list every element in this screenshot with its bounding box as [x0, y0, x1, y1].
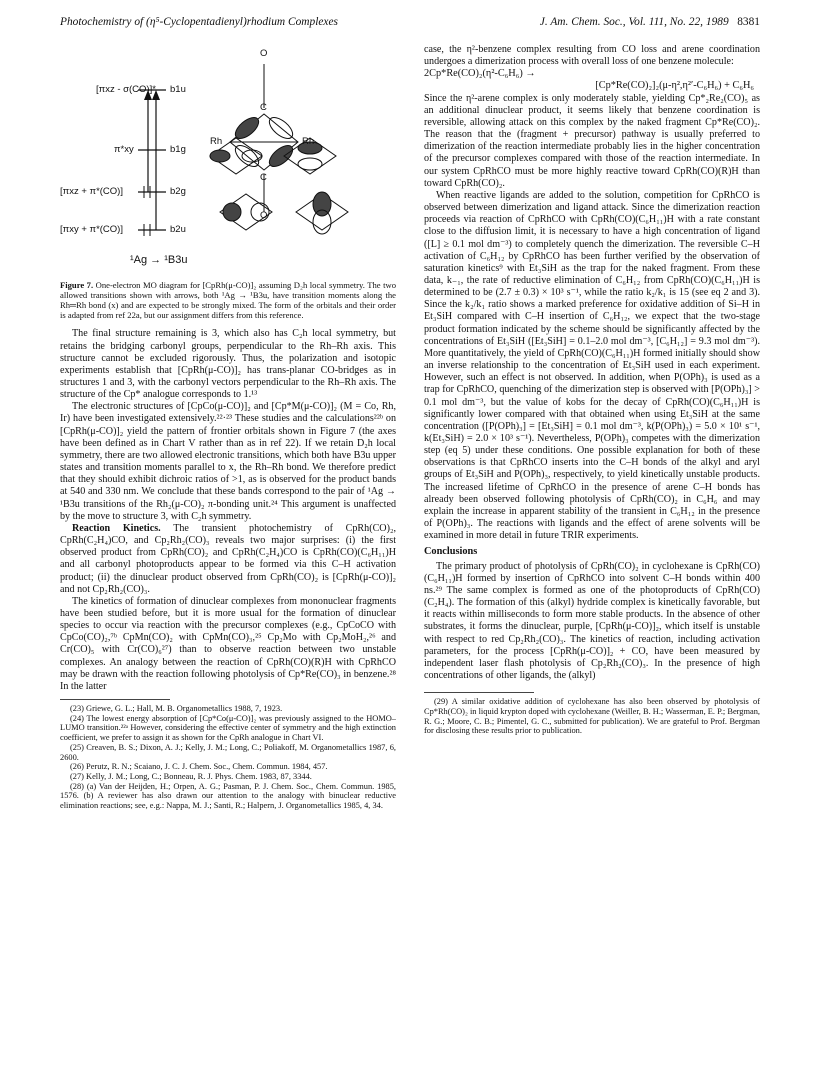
- rh-label-right: Rh: [302, 136, 315, 147]
- sym-label-b1g: b1g: [170, 144, 186, 155]
- footnotes-left: [60, 704, 396, 811]
- left-column: [60, 44, 396, 811]
- caption-label: Figure 7.: [60, 280, 94, 290]
- paragraph: The final structure remaining is 3, which also has C₂h local symmetry, but retains the bridging carbonyl groups, perpendicular to the Rh–Rh axis. This structure cannot be excluded rigorously. Thus, the polarization and isotopic experiments establish that [CpRh(μ-CO)]₂ has trans-planar CO-bridges as in structures 1 and 3, with the carbonyl vectors perpendicular to the Rh–Rh axis. The structure of the Cp* analogue corresponds to 1.¹³: [60, 328, 396, 401]
- footnote: (27) Kelly, J. M.; Long, C.; Bonneau, R. J. Phys. Chem. 1983, 87, 3344.: [70, 771, 312, 781]
- figure-caption: [60, 280, 396, 320]
- section-heading-conclusions: Conclusions: [424, 546, 478, 558]
- footnote: (23) Griewe, G. L.; Hall, M. B. Organometallics 1988, 7, 1923.: [70, 704, 283, 714]
- figure-7: [60, 44, 396, 276]
- level-label-b2g: [πxz + π*(CO)]: [60, 186, 123, 197]
- footnote: (29) A similar oxidative addition of cyclohexane has also been observed by photolysis of Cp*Rh(CO)₂ in liquid krypton doped with cyclohexane (Weiller, B. H.; Wasserman, E. P.; Bergman, R. G.; Moore, C. B.; Pimentel, G. C., submitted for publication). We are grateful to Prof. Bergman for disclosing these results prior to publication.: [424, 697, 760, 736]
- section-heading-kinetics: Reaction Kinetics.: [72, 522, 161, 534]
- footnote: (25) Creaven, B. S.; Dixon, A. J.; Kelly, J. M.; Long, C.; Poliakoff, M. Organometallics 1987, 6, 2600.: [60, 742, 396, 762]
- dimer-structure: [230, 64, 298, 212]
- sym-label-b1u: b1u: [170, 84, 186, 95]
- header-journal: [540, 16, 760, 28]
- caption-text: One-electron MO diagram for [CpRh(μ-CO)]₂ assuming D₂h local symmetry. The two allowed transitions shown with arrows, both ¹Ag → ¹B3u, have transition moments along the Rh═Rh bond (x) and are expected to be strongly mixed. The form of the orbitals and their order is adapted from ref 22a, but our assignment differs from this reference.: [60, 280, 397, 321]
- mo-diagram: [60, 44, 396, 276]
- c-label-top: C: [260, 102, 267, 113]
- equation-line-2: [Cp*Re(CO)₂]₂(μ-η²,η²′-C₆H₆) + C₆H₆: [595, 80, 754, 92]
- right-column: [424, 44, 760, 736]
- header-title: Photochemistry of (η⁵-Cyclopentadienyl)rhodium Complexes: [60, 16, 338, 28]
- paragraph: [60, 523, 396, 596]
- paragraph: Since the η²-arene complex is only moderately stable, yielding Cp*₂Re₂(CO)₅ as an additional dinuclear product, it seems likely that benzene coordination is reversible, allowing attack on this complex by the naked fragment Cp*Re(CO)₂. The reason that the (fragment + precursor) pathway is usually preferred to dimerization of the reaction intermediate probably lies in the higher concentration of the precursor complexes compared with those of the reaction intermediate. In our system CpRhCO must be more highly reactive toward CpRh(CO)(R)H than toward CpRh(CO)₂.: [424, 92, 760, 189]
- rh-label-left: Rh: [210, 136, 223, 147]
- paragraph: The electronic structures of [CpCo(μ-CO)]₂ and [Cp*M(μ-CO)]₂ (M = Co, Rh, Ir) have been investigated extensively.²²·²³ These studies and the calculations²²ᵇ on [CpRh(μ-CO)]₂ yield the pattern of frontier orbitals shown in Figure 7 (the axes have been defined as in Chart V rather than as in ref 22). If we retain D₂h local symmetry, there are two allowed electronic transitions, which both have B3u upper states and transition moments parallel to x, the Rh–Rh bond. We therefore predict that they should exhibit dichroic ratios of >1, as is observed for the product bands at 540 and 330 nm. We conclude that these bands correspond to the pair of ¹Ag → ¹B3u transitions of the Rh₂(μ-CO)₂ π-bonding unit.²⁴ This argument is unaffected by the move to structure 3, with C₂h symmetry.: [60, 401, 396, 522]
- equation-line-1: 2Cp*Re(CO)₂(η²-C₆H₆) →: [424, 68, 536, 80]
- footnote: (26) Perutz, R. N.; Scaiano, J. C. J. Chem. Soc., Chem. Commun. 1984, 457.: [70, 762, 328, 772]
- c-label-bottom: C: [260, 172, 267, 183]
- footnote-rule: [60, 699, 170, 700]
- journal-citation: J. Am. Chem. Soc., Vol. 111, No. 22, 1989: [539, 16, 729, 28]
- footnote: (24) The lowest energy absorption of [Cp*Co(μ-CO)]₂ was previously assigned to the HOMO–LUMO transition.²²ᵃ However, considering the effective center of symmetry and the high extinction coefficient, we prefer to assign it as shown for the CpRh analogue in Chart VI.: [60, 713, 396, 743]
- sym-label-b2u: b2u: [170, 224, 186, 235]
- level-label-b2u: [πxy + π*(CO)]: [60, 224, 123, 235]
- level-label-b1u: [πxz - σ(CO)]*: [96, 84, 156, 95]
- footnote: (28) (a) Van der Heijden, H.; Orpen, A. G.; Pasman, P. J. Chem. Soc., Chem. Commun. 1985, 1576. (b) A reviewer has also drawn our attention to the analogy with binuclear reductive elimination reactions; see, e.g.: Nappa, M. J.; Santi, R.; Halpern, J. Organometallics 1985, 4, 34.: [60, 781, 396, 811]
- footnote-rule: [424, 692, 534, 693]
- sym-label-b2g: b2g: [170, 186, 186, 197]
- level-label-b1g: π*xy: [114, 144, 134, 155]
- electron-pairs: [144, 186, 150, 236]
- paragraph: The primary product of photolysis of CpRh(CO)₂ in cyclohexane is CpRh(CO)(C₆H₁₁)H formed by insertion of CpRhCO into solvent C–H bonds within 400 ns.²⁹ The same complex is formed as one of the photoproducts of CpRh(CO)(C₂H₄). The formation of this (alkyl) hydride complex is kinetically favorable, but it reacts within milliseconds to form more stable products. In the absence of other substrates, it forms the dinuclear, purple, [CpRh(μ-CO)]₂, which itself is unstable with respect to red Cp₂Rh₂(CO)₃. The kinetics of reaction, including activation parameters, for the process [CpRh(μ-CO)]₂ + CO, have been measured by independent laser flash photolysis of Cp₂Rh₂(CO)₃. In the presence of high concentrations of other ligands, the (alkyl): [424, 560, 760, 681]
- paragraph: When reactive ligands are added to the solution, competition for CpRhCO is observed between dimerization and ligand attack. Since the dimerization reaction proceeds via reaction of CpRhCO with CpRh(CO)(C₆H₁₁)H with a rate constant close to the diffusion limit, it is necessary to have a high concentration of ligand ([L] ≥ 0.1 mol dm⁻³) to completely quench the dimerization. The reversible C–H activation of C₆H₁₂ by CpRhCO has been further verified by the observation of saturation kinetics⁹ with Et₃SiH as the trap for the naked fragment. From these data, k₋₁, the rate of reductive elimination of C₆H₁₂ from CpRh(CO)(C₆H₁₁)H is determined to be (2.7 ± 0.3) × 10³ s⁻¹, while the ratio k₂/k₁ is 15 (see eq 2 and 3). Since the k₂/k₁ ratio shows a marked preference for oxidative addition of Si–H in Et₃SiH compared with C–H insertion of C₆H₁₂, we expect that the two-stage product formation indicated by the scheme should be significantly affected by the concentrations of Et₃SiH ([Et₃SiH] = 0.1–2.0 mol dm⁻³, [C₆H₁₂] = 9.3 mol dm⁻³). More quantitatively, the yield of CpRh(CO)(C₆H₁₁)H formed initially should show an inverse relationship to the concentration of Et₃SiH used in each experiment. However, such an effect is not observed. In addition, when P(OPh)₃ is used as a trap for CpRhCO, quenching of the dimerization step is observed with [P(OPh)₃] > 0.1 mol dm⁻³, but the value of kobs for the decay of CpRh(CO)(C₆H₁₁)H is significantly lower compared with that obtained when using Et₃SiH at the same concentration ([P(OPh)₃] = [Et₃SiH] = 0.1 mol dm⁻³, k(P(OPh)₃) = 5.0 × 10¹ s⁻¹, k(Et₃SiH) = 2.0 × 10³ s⁻¹). Nevertheless, P(OPh)₃ competes with the dimerization step (eq 5) under these conditions. One possible explanation for both of these observations is that CpRhCO inserts into the C–H bonds of the alkyl and aryl groups of Et₃SiH and P(OPh)₃, respectively, to yield kinetically unstable products. The increased lifetime of CpRhCO in the presence of arene C–H bonds has already been observed following photolysis of CpRh(CO)₂ in C₆H₆ and may explain the increase in apparent stability of the transient in C₆H₁₂ in the presence of P(OPh)₃. The reactions with ligands and the effect of arene solvents will be examined in more detail in future TRIR experiments.: [424, 189, 760, 542]
- o-label-bottom: O: [260, 210, 268, 221]
- page-number: 8381: [737, 16, 760, 28]
- transition-label: ¹Ag → ¹B3u: [130, 254, 188, 266]
- o-label-top: O: [260, 48, 268, 59]
- paragraph: The kinetics of formation of dinuclear complexes from mononuclear fragments have been studied before, but it is more usual for the formation of dinuclear species to occur via reaction with the precursor complexes (e.g., CpCoCO with CpCo(CO)₂,⁷ᵇ CpMn(CO)₂ with CpMn(CO)₃,²⁵ Cp₂Mo with Cp₂MoH₂,²⁶ and Cr(CO)₅ with Cr(CO)₆²⁷) than to observe reaction between two unstable complexes. An analogy between the reaction of CpRh(CO)(R)H with CpRhCO may be drawn with the reaction following photolysis of Cp*Re(CO)₃ in benzene.²⁸ In the latter: [60, 595, 396, 692]
- footnotes-right: [424, 697, 760, 736]
- kinetics-text: The transient photochemistry of CpRh(CO)₂, CpRh(C₂H₄)CO, and Cp₂Rh₂(CO)₃ reveals two major surprises: (i) the first observed product from CpRh(CO)₂ and CpRh(C₂H₄)CO is CpRh(CO)(C₆H₁₁)H and all carbonyl photoproducts appear to be formed via this C–H activation product; (ii) the dinuclear product observed from CpRh(CO)₂ is [CpRh(μ-CO)]₂ and not Cp₂Rh₂(CO)₃.: [60, 522, 396, 595]
- orbital-b2u: [296, 192, 348, 234]
- paragraph: case, the η²-benzene complex resulting from CO loss and arene coordination undergoes a dimerization process with overall loss of one benzene molecule:: [424, 44, 760, 68]
